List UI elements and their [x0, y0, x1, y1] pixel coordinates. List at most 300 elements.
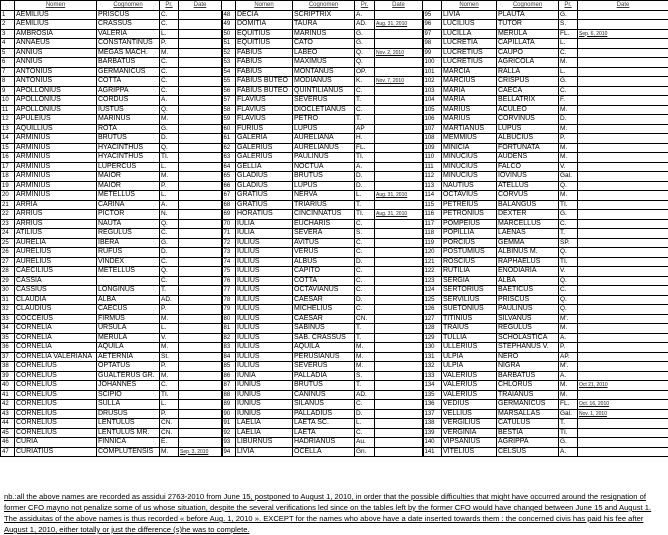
date-cell	[375, 200, 423, 210]
cognomen-cell: BRUTUS	[293, 381, 355, 391]
entry-number: 71	[222, 229, 236, 239]
table-row	[1, 305, 668, 315]
cognomen-cell: LUPUS	[497, 124, 559, 134]
praenomen-cell: CN.	[160, 428, 179, 438]
praenomen-cell: L.	[160, 191, 179, 201]
entry-number: 85	[222, 362, 236, 372]
nomen-cell: ANNIUS	[15, 58, 97, 68]
praenomen-cell: P.	[559, 134, 578, 144]
table-row	[1, 238, 668, 248]
cognomen-cell: IBERA	[97, 238, 160, 248]
cognomen-cell: AURELIANA	[293, 134, 355, 144]
praenomen-cell: OP.	[355, 67, 375, 77]
entry-number: 47	[1, 447, 15, 457]
entry-number: 42	[1, 400, 15, 410]
cognomen-cell: CAESAR	[293, 295, 355, 305]
cognomen-cell: PRISCUS	[97, 10, 160, 20]
cognomen-cell: REGULUS	[97, 229, 160, 239]
date-cell: Aug. 31, 2010	[375, 20, 423, 30]
entry-number: 132	[423, 362, 442, 372]
entry-number: 87	[222, 381, 236, 391]
nomen-cell: CORNELIA	[15, 343, 97, 353]
cognomen-cell: LABEO	[293, 48, 355, 58]
header-cognomen: Cognomen	[293, 1, 355, 11]
cognomen-cell: METELLUS	[97, 267, 160, 277]
entry-number: 102	[423, 77, 442, 87]
date-cell	[578, 419, 668, 429]
nomen-cell: IULIUS	[236, 305, 293, 315]
nomen-cell: VALERIUS	[442, 390, 497, 400]
date-cell	[375, 10, 423, 20]
nomen-cell: MARIUS	[442, 105, 497, 115]
praenomen-cell: T.	[559, 419, 578, 429]
praenomen-cell: TI.	[355, 210, 375, 220]
date-cell	[179, 181, 222, 191]
cognomen-cell: CELSUS	[497, 447, 559, 457]
nomen-cell: VERGINIA	[442, 428, 497, 438]
praenomen-cell: A.	[160, 96, 179, 106]
date-cell	[375, 238, 423, 248]
nomen-cell: APOLLONIUS	[15, 86, 97, 96]
date-cell	[375, 229, 423, 239]
table-row	[1, 96, 668, 106]
cognomen-cell: CORVINUS	[497, 115, 559, 125]
table-row	[1, 20, 668, 30]
cognomen-cell: HYACINTHUS	[97, 153, 160, 163]
praenomen-cell: C.	[160, 20, 179, 30]
cognomen-cell: MODIANUS	[293, 77, 355, 87]
entry-number: 7	[1, 67, 15, 77]
praenomen-cell: L.	[160, 29, 179, 39]
cognomen-cell: TRAIANUS	[497, 390, 559, 400]
cognomen-cell: OCELLA	[293, 447, 355, 457]
entry-number: 119	[423, 238, 442, 248]
date-cell: Aug. 31, 2010	[375, 191, 423, 201]
praenomen-cell: TI.	[355, 153, 375, 163]
table-row	[1, 295, 668, 305]
nomen-cell: MARCIA	[442, 67, 497, 77]
nomen-cell: CORNELIUS	[15, 381, 97, 391]
date-cell	[578, 67, 668, 77]
entry-number: 63	[222, 153, 236, 163]
date-cell	[179, 419, 222, 429]
praenomen-cell: TI.	[559, 257, 578, 267]
header-cognomen: Cognomen	[97, 1, 160, 11]
praenomen-cell: G.	[559, 77, 578, 87]
date-cell	[179, 48, 222, 58]
entry-number: 33	[1, 314, 15, 324]
nomen-cell: ARMINIUS	[15, 172, 97, 182]
table-row	[1, 229, 668, 239]
nomen-cell: FABIUS	[236, 67, 293, 77]
entry-number: 15	[1, 143, 15, 153]
praenomen-cell: S.	[355, 371, 375, 381]
cognomen-cell: SABINUS	[293, 324, 355, 334]
entry-number: 141	[423, 447, 442, 457]
cognomen-cell: BELLATRIX	[497, 96, 559, 106]
nomen-cell: CORNELIUS	[15, 371, 97, 381]
header-cognomen: Cognomen	[497, 1, 559, 11]
cognomen-cell: CAPITO	[293, 267, 355, 277]
entry-number: 110	[423, 153, 442, 163]
entry-number: 4	[1, 39, 15, 49]
entry-number: 34	[1, 324, 15, 334]
praenomen-cell: Q.	[355, 58, 375, 68]
nomen-cell: FABIUS BUTEO	[236, 86, 293, 96]
nomen-cell: SERTORIUS	[442, 286, 497, 296]
entry-number: 93	[222, 438, 236, 448]
date-cell	[578, 305, 668, 315]
entry-number: 89	[222, 400, 236, 410]
praenomen-cell: Q.	[160, 219, 179, 229]
table-row	[1, 248, 668, 258]
date-cell	[578, 390, 668, 400]
entry-number: 51	[222, 39, 236, 49]
praenomen-cell: Q.	[559, 295, 578, 305]
entry-number: 17	[1, 162, 15, 172]
nomen-cell: GLADIUS	[236, 172, 293, 182]
praenomen-cell: C.	[355, 248, 375, 258]
date-cell	[375, 58, 423, 68]
entry-number: 32	[1, 305, 15, 315]
cognomen-cell: PALLADIUS	[293, 409, 355, 419]
praenomen-cell: P.	[160, 362, 179, 372]
nomen-cell: IULIUS	[236, 257, 293, 267]
praenomen-cell: V.	[559, 162, 578, 172]
nomen-cell: TRAIUS	[442, 324, 497, 334]
table-row	[1, 333, 668, 343]
cognomen-cell: IUSTUS	[97, 105, 160, 115]
entry-number: 139	[423, 428, 442, 438]
praenomen-cell: C.	[355, 305, 375, 315]
entry-number: 76	[222, 276, 236, 286]
table-row	[1, 200, 668, 210]
entry-number: 91	[222, 419, 236, 429]
entry-number: 101	[423, 67, 442, 77]
cognomen-cell: AURELIANUS	[293, 143, 355, 153]
entry-number: 27	[1, 257, 15, 267]
praenomen-cell: FL.	[559, 29, 578, 39]
date-cell	[179, 343, 222, 353]
date-cell	[179, 371, 222, 381]
nomen-cell: FLAVIUS	[236, 96, 293, 106]
entry-number: 95	[423, 10, 442, 20]
praenomen-cell: C.	[355, 238, 375, 248]
praenomen-cell: TI.	[160, 153, 179, 163]
date-cell	[578, 143, 668, 153]
praenomen-cell: Gn.	[355, 447, 375, 457]
nomen-cell: IULIUS	[236, 276, 293, 286]
nomen-cell: CORNELIUS	[15, 400, 97, 410]
table-row	[1, 400, 668, 410]
nomen-cell: ARMINIUS	[15, 162, 97, 172]
praenomen-cell: C.	[160, 276, 179, 286]
table-row	[1, 409, 668, 419]
entry-number: 46	[1, 438, 15, 448]
entry-number: 61	[222, 134, 236, 144]
table-row	[1, 172, 668, 182]
cognomen-cell: SILANUS	[293, 400, 355, 410]
table-row	[1, 191, 668, 201]
nomen-cell: MINUCIUS	[442, 153, 497, 163]
nomen-cell: APOLLONIUS	[15, 96, 97, 106]
date-cell	[375, 39, 423, 49]
cognomen-cell: AQUILA	[97, 343, 160, 353]
date-cell	[179, 248, 222, 258]
nomen-cell: LIBURNUS	[236, 438, 293, 448]
cognomen-cell: FINNICA	[97, 438, 160, 448]
cognomen-cell: MERULA	[97, 333, 160, 343]
nomen-cell: GRATIUS	[236, 191, 293, 201]
cognomen-cell: BALANGUS	[497, 200, 559, 210]
entry-number: 127	[423, 314, 442, 324]
nomen-cell: ARMINIUS	[15, 191, 97, 201]
cognomen-cell: GUALTERUS GR.	[97, 371, 160, 381]
nomen-cell: CURIATIUS	[15, 447, 97, 457]
cognomen-cell: AUDENS	[497, 153, 559, 163]
entry-number: 39	[1, 371, 15, 381]
cognomen-cell: LAENAS	[497, 229, 559, 239]
nomen-cell: ANNIUS	[15, 48, 97, 58]
entry-number: 124	[423, 286, 442, 296]
nomen-cell: IUNIUS	[236, 390, 293, 400]
entry-number: 55	[222, 77, 236, 87]
date-cell	[578, 333, 668, 343]
nomen-cell: CORNELIUS	[15, 428, 97, 438]
cognomen-cell: LUPUS	[293, 181, 355, 191]
nomen-cell: ANNAEUS	[15, 39, 97, 49]
header-praenomen: Pr.	[559, 1, 578, 11]
cognomen-cell: PLAUTA	[497, 10, 559, 20]
entry-number: 133	[423, 371, 442, 381]
praenomen-cell: A.	[355, 10, 375, 20]
praenomen-cell: C.	[559, 86, 578, 96]
praenomen-cell: Q.	[355, 48, 375, 58]
entry-number: 108	[423, 134, 442, 144]
entry-number: 56	[222, 86, 236, 96]
cognomen-cell: CORDUS	[97, 96, 160, 106]
cognomen-cell: AVITUS	[293, 238, 355, 248]
nomen-cell: POSTUMIUS	[442, 248, 497, 258]
entry-number: 109	[423, 143, 442, 153]
nomen-cell: PETREIUS	[442, 200, 497, 210]
praenomen-cell: T.	[160, 286, 179, 296]
entry-number: 100	[423, 58, 442, 68]
header-row	[1, 1, 668, 11]
praenomen-cell: P.	[160, 181, 179, 191]
date-cell	[578, 115, 668, 125]
date-cell	[179, 172, 222, 182]
table-row	[1, 67, 668, 77]
nomen-cell: IULIUS	[236, 362, 293, 372]
date-cell	[375, 115, 423, 125]
praenomen-cell: C.	[559, 219, 578, 229]
praenomen-cell: A.	[559, 447, 578, 457]
date-cell	[578, 286, 668, 296]
cognomen-cell: ALBUCIUS	[497, 134, 559, 144]
date-cell	[179, 362, 222, 372]
entry-number: 73	[222, 248, 236, 258]
nomen-cell: VERGILIUS	[442, 419, 497, 429]
table-row	[1, 124, 668, 134]
date-cell	[578, 172, 668, 182]
date-cell	[179, 428, 222, 438]
praenomen-cell: A.	[559, 371, 578, 381]
cognomen-cell: MONTANUS	[293, 67, 355, 77]
entry-number: 82	[222, 333, 236, 343]
nomen-cell: AEMILIUS	[15, 20, 97, 30]
nomen-cell: DECIA	[236, 10, 293, 20]
cognomen-cell: CAPILLATA	[497, 39, 559, 49]
praenomen-cell: P.	[160, 305, 179, 315]
cognomen-cell: CHLORUS	[497, 381, 559, 391]
entry-number: 18	[1, 172, 15, 182]
date-cell	[375, 305, 423, 315]
nomen-cell: ARMINIUS	[15, 153, 97, 163]
entry-number: 43	[1, 409, 15, 419]
table-row	[1, 115, 668, 125]
nomen-cell: MINUCIUS	[442, 162, 497, 172]
praenomen-cell: CN.	[355, 314, 375, 324]
date-cell	[375, 352, 423, 362]
entry-number: 58	[222, 105, 236, 115]
nomen-cell: CLAUDIA	[15, 295, 97, 305]
nomen-cell: CASSIA	[15, 276, 97, 286]
entry-number: 137	[423, 409, 442, 419]
date-cell	[179, 409, 222, 419]
nomen-cell: IUNIUS	[236, 381, 293, 391]
praenomen-cell: CN.	[160, 419, 179, 429]
cognomen-cell: RALLA	[497, 67, 559, 77]
praenomen-cell: S.	[355, 229, 375, 239]
entry-number: 131	[423, 352, 442, 362]
entry-number: 114	[423, 191, 442, 201]
nomen-cell: CURIA	[15, 438, 97, 448]
nomen-cell: LUCRETIUS	[442, 58, 497, 68]
date-cell	[578, 153, 668, 163]
table-row	[1, 134, 668, 144]
cognomen-cell: DEXTER	[497, 210, 559, 220]
date-cell	[578, 238, 668, 248]
table-row	[1, 48, 668, 58]
cognomen-cell: CAECA	[497, 86, 559, 96]
entry-number: 99	[423, 48, 442, 58]
nomen-cell: LAELIA	[236, 428, 293, 438]
header-nomen: Nomen	[236, 1, 293, 11]
cognomen-cell: HADRIANUS	[293, 438, 355, 448]
cognomen-cell: MARINUS	[293, 29, 355, 39]
date-cell	[375, 153, 423, 163]
praenomen-cell: C.	[355, 428, 375, 438]
nomen-cell: ARRIUS	[15, 210, 97, 220]
footnote-text: nb.:all the above names are recorded as assidui 2763-2010 from June 15, postponed to August 1, 2010, in order that the possible difficulties that might have occurred around the resignation of former CFO mayno not penalize some of us whose situation, despite the several verifications led since on the tables left by the former CFO would have changed between June 15 and August 1. The assiduitas of the above names is thus recorded « before Aug. 1, 2010 ». EXCEPT for the names who above have a date inserted towards them : the concerned civis has paid his fee after August 1, 2010, either totally or just the difference (s)he was to complete.	[4, 492, 651, 534]
praenomen-cell: M.	[559, 390, 578, 400]
entry-number: 138	[423, 419, 442, 429]
entry-number: 74	[222, 257, 236, 267]
cognomen-cell: CONSTANTINUS	[97, 39, 160, 49]
entry-number: 48	[222, 10, 236, 20]
praenomen-cell: G.	[559, 210, 578, 220]
date-cell	[578, 447, 668, 457]
date-cell	[179, 115, 222, 125]
cognomen-cell: BARBATUS	[497, 371, 559, 381]
date-cell	[179, 39, 222, 49]
nomen-cell: VITELIUS	[442, 447, 497, 457]
date-cell	[375, 343, 423, 353]
praenomen-cell: N.	[160, 210, 179, 220]
date-cell	[578, 58, 668, 68]
date-cell	[179, 267, 222, 277]
praenomen-cell: M.	[160, 48, 179, 58]
nomen-cell: FURIUS	[236, 124, 293, 134]
date-cell	[179, 134, 222, 144]
cognomen-cell: VERUS	[293, 248, 355, 258]
cognomen-cell: CATULUS	[497, 419, 559, 429]
praenomen-cell: A.	[160, 200, 179, 210]
date-cell	[179, 58, 222, 68]
date-cell	[179, 105, 222, 115]
cognomen-cell: GEMMA	[497, 238, 559, 248]
cognomen-cell: ALBUS	[293, 257, 355, 267]
nomen-cell: PETRONIUS	[442, 210, 497, 220]
date-cell	[179, 276, 222, 286]
cognomen-cell: URSULA	[97, 324, 160, 334]
register-body	[1, 10, 668, 457]
cognomen-cell: TUTOR	[497, 20, 559, 30]
date-cell	[375, 276, 423, 286]
entry-number: 69	[222, 210, 236, 220]
praenomen-cell: M.	[160, 447, 179, 457]
date-cell	[375, 390, 423, 400]
praenomen-cell: C.	[355, 286, 375, 296]
cognomen-cell: TAURA	[293, 20, 355, 30]
nomen-cell: IUNIUS	[236, 400, 293, 410]
table-row	[1, 181, 668, 191]
nomen-cell: TULLIA	[442, 333, 497, 343]
cognomen-cell: HYACINTHUS	[97, 143, 160, 153]
praenomen-cell: L.	[355, 419, 375, 429]
entry-number: 62	[222, 143, 236, 153]
nomen-cell: ULPIA	[442, 352, 497, 362]
cognomen-cell: METELLUS	[97, 191, 160, 201]
nomen-cell: MINUCIUS	[442, 172, 497, 182]
praenomen-cell: AD.	[355, 20, 375, 30]
header-praenomen: Pr.	[160, 1, 179, 11]
praenomen-cell: P.	[160, 409, 179, 419]
praenomen-cell: C.	[355, 219, 375, 229]
nomen-cell: IULIUS	[236, 324, 293, 334]
entry-number: 10	[1, 96, 15, 106]
cognomen-cell: RAPHAELUS	[497, 257, 559, 267]
praenomen-cell: C.	[160, 10, 179, 20]
cognomen-cell: LENTULUS	[97, 419, 160, 429]
praenomen-cell: T.	[355, 324, 375, 334]
praenomen-cell: C.	[355, 105, 375, 115]
nomen-cell: CORNELIUS	[15, 409, 97, 419]
entry-number: 64	[222, 162, 236, 172]
entry-number: 68	[222, 200, 236, 210]
date-cell	[578, 248, 668, 258]
cognomen-cell: COTTA	[293, 276, 355, 286]
nomen-cell: ULLERIUS	[442, 343, 497, 353]
date-cell	[179, 124, 222, 134]
cognomen-cell: ALBA	[97, 295, 160, 305]
praenomen-cell: G.	[355, 29, 375, 39]
nomen-cell: ANTONIUS	[15, 67, 97, 77]
praenomen-cell: D.	[355, 409, 375, 419]
date-cell	[179, 238, 222, 248]
date-cell	[578, 210, 668, 220]
